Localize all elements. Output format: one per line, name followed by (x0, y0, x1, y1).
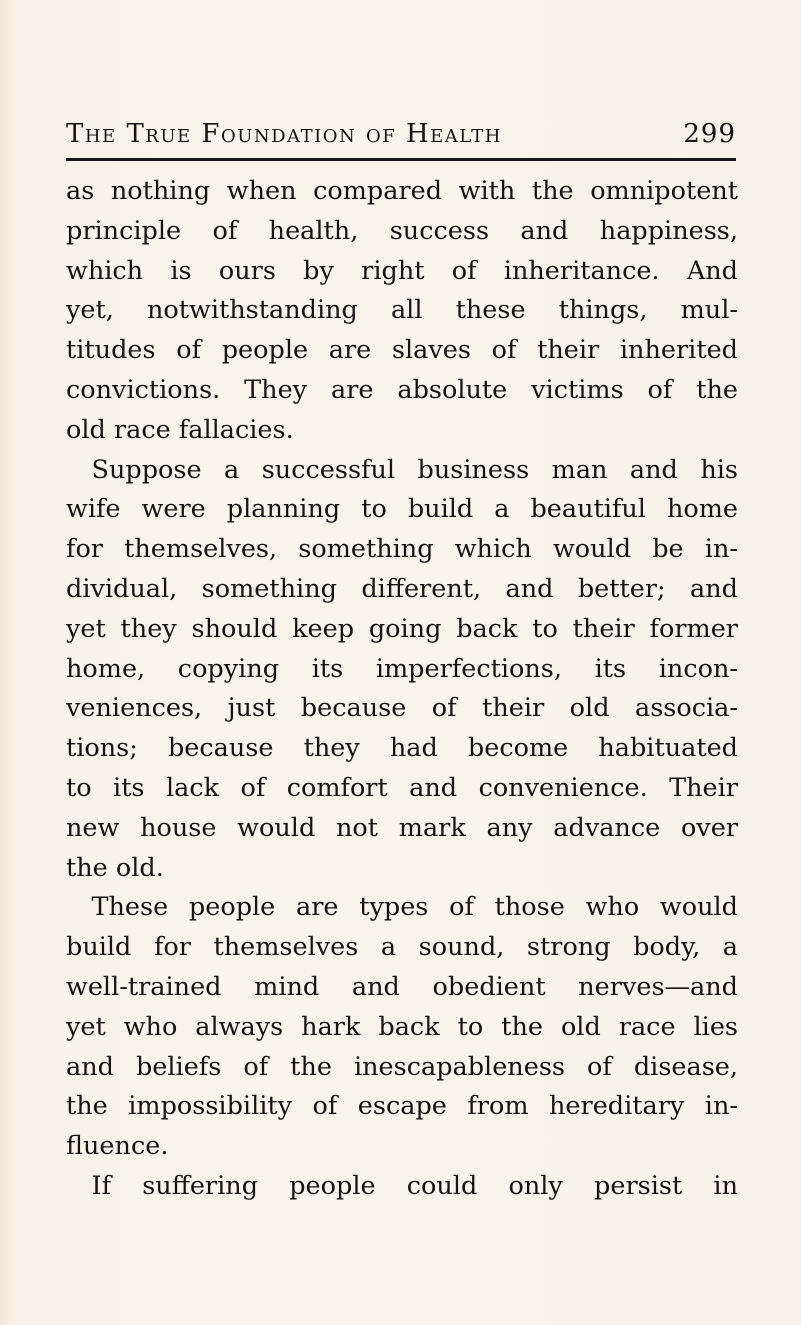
text-line: new house would not mark any advance over (66, 812, 738, 843)
text-line: veniences, just because of their old associa- (66, 693, 738, 724)
text-line: for themselves, something which would be in- (66, 534, 738, 565)
running-head (66, 116, 736, 156)
text-line: If suffering people could only persist in (66, 1170, 738, 1201)
text-line: fluence. (66, 1131, 169, 1162)
text-line: to its lack of comfort and convenience. Their (66, 772, 738, 803)
text-line: titudes of people are slaves of their inherited (66, 335, 738, 366)
text-line: principle of health, success and happiness, (66, 215, 738, 246)
text-line: old race fallacies. (66, 414, 294, 445)
header-rule (66, 158, 736, 161)
text-line: tions; because they had become habituated (66, 733, 738, 764)
text-line: yet, notwithstanding all these things, mul- (66, 295, 738, 326)
text-line: dividual, something different, and better; and (66, 573, 738, 604)
text-line: and beliefs of the inescapableness of disease, (66, 1051, 738, 1082)
running-head-title: The True Foundation of Health (66, 119, 502, 149)
text-line: home, copying its imperfections, its incon- (66, 653, 738, 684)
text-line: as nothing when compared with the omnipotent (66, 176, 738, 206)
text-line: build for themselves a sound, strong body, a (66, 932, 738, 963)
text-line: These people are types of those who would (66, 892, 738, 923)
text-line: the impossibility of escape from hereditary in- (66, 1091, 738, 1122)
text-line: Suppose a successful business man and his (66, 454, 738, 485)
text-line: yet who always hark back to the old race lies (66, 1011, 738, 1042)
text-line: convictions. They are absolute victims of the (66, 374, 738, 405)
text-line: yet they should keep going back to their former (66, 613, 738, 644)
text-line: well-trained mind and obedient nerves—and (66, 971, 738, 1002)
text-line: which is ours by right of inheritance. And (66, 255, 738, 286)
body-text (66, 172, 738, 1207)
text-line: wife were planning to build a beautiful home (66, 494, 738, 525)
text-line: the old. (66, 852, 164, 883)
page-number: 299 (683, 119, 736, 149)
